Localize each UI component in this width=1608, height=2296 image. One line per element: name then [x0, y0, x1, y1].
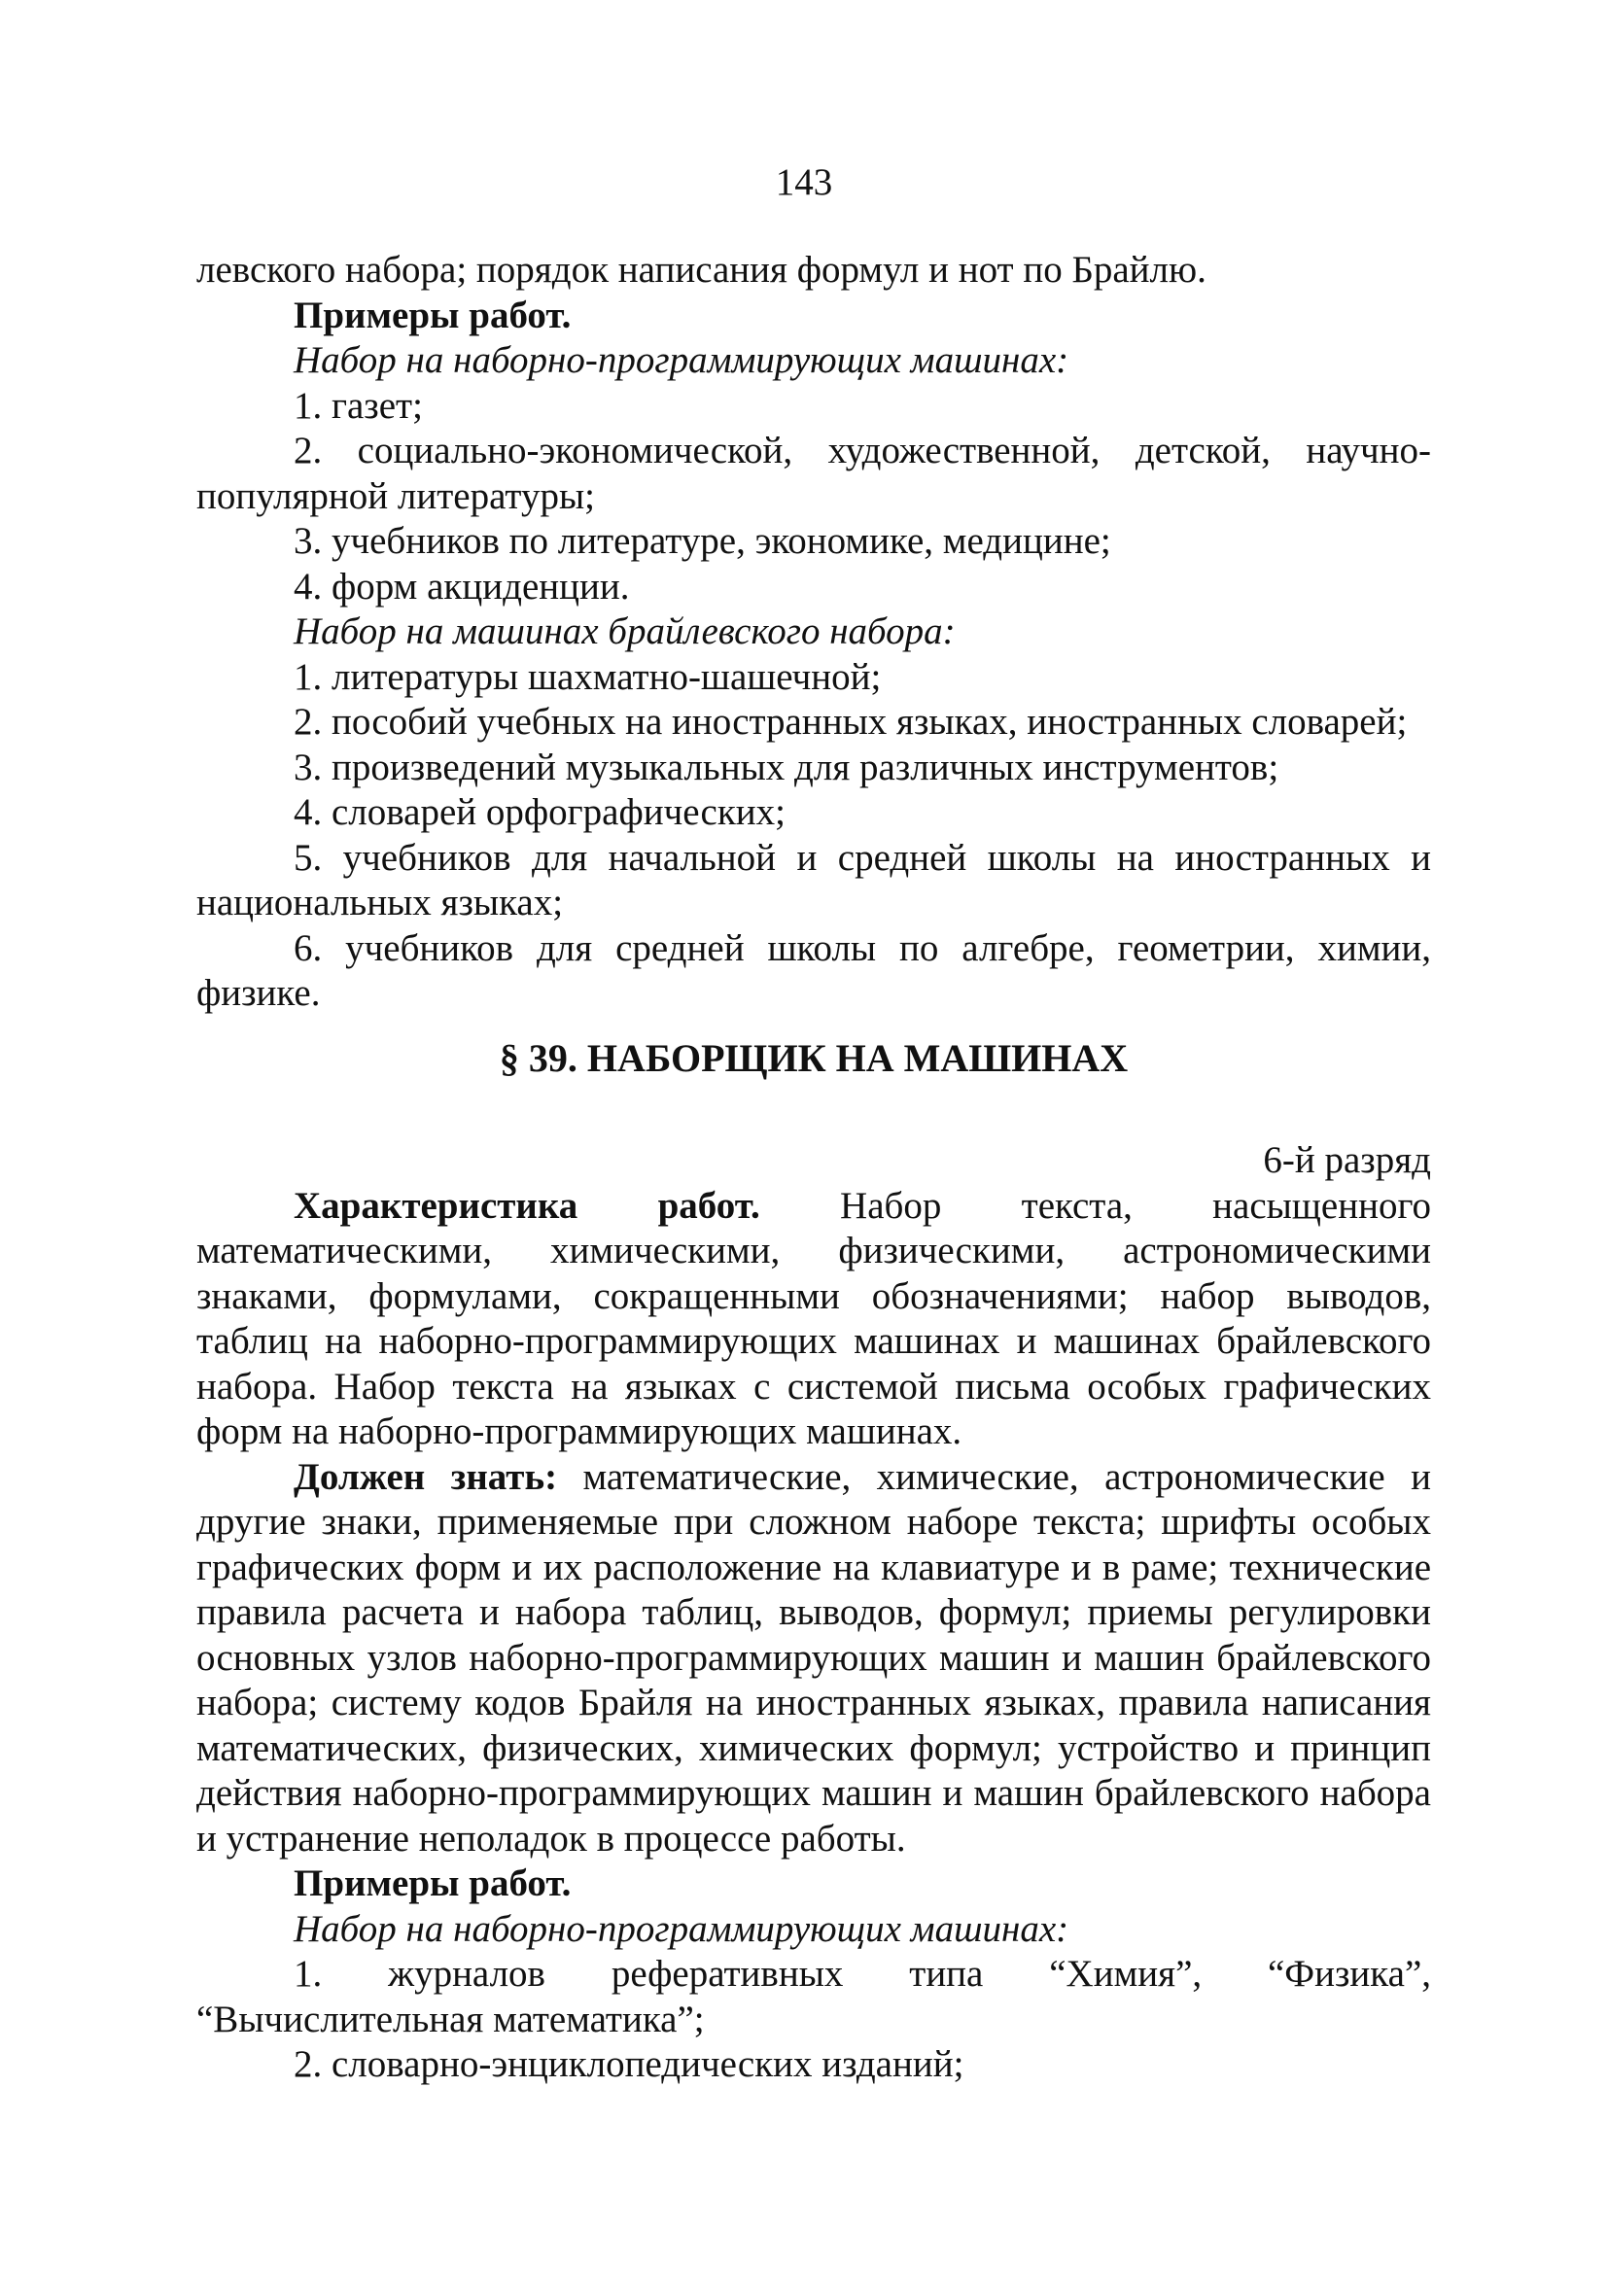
knowledge-text: математические, химические, астрономические и другие знаки, применяемые при сложном наборе текста; шрифты особых графических форм и их расположение на клавиатуре и в раме; технические правила расчета и набора таблиц, выводов, формул; приемы регулировки основных узлов наборно-программирующих машин и машин брайлевского набора; систему кодов Брайля на иностранных языках, правила написания математических, физических, химических формул; устройство и принцип действия наборно-программирующих машин и машин брайлевского набора и устранение неполадок в процессе работы. [196, 1455, 1431, 1860]
list-item: 3. учебников по литературе, экономике, медицине; [294, 520, 1111, 562]
list-item: 4. форм акциденции. [294, 565, 630, 608]
page-number: 143 [775, 161, 833, 203]
list-item: 1. журналов реферативных типа “Химия”, “Физика”, “Вычислительная математика”; [196, 1953, 1431, 2040]
examples-heading: Примеры работ. [294, 1862, 572, 1904]
list-item: 3. произведений музыкальных для различных инструментов; [294, 746, 1279, 788]
section-39 [196, 1035, 1431, 2088]
list-item: 1. литературы шахматно-шашечной; [294, 655, 882, 698]
knowledge-paragraph [196, 1455, 1431, 1862]
grade-label: 6-й разряд [1263, 1139, 1431, 1181]
examples-heading: Примеры работ. [294, 294, 572, 336]
list-item: 2. социально-экономической, художественной, детской, научно-популярной литературы; [196, 430, 1431, 517]
section-title: § 39. НАБОРЩИК НА МАШИНАХ [499, 1036, 1129, 1080]
characteristic-paragraph [196, 1184, 1431, 1455]
list-item: 6. учебников для средней школы по алгебре, геометрии, химии, физике. [196, 926, 1431, 1014]
list-item: 4. словарей орфографических; [294, 791, 786, 833]
knowledge-label: Должен знать: [294, 1455, 558, 1498]
section-38-continuation [196, 248, 1431, 1017]
continuation-text: левского набора; порядок написания формул и нот по Брайлю. [196, 249, 1206, 291]
group-title: Набор на наборно-программирующих машинах: [294, 1907, 1069, 1950]
characteristic-label: Характеристика работ. [294, 1184, 760, 1227]
list-item: 1. газет; [294, 384, 423, 427]
list-item: 2. пособий учебных на иностранных языках, иностранных словарей; [294, 701, 1408, 743]
list-item: 2. словарно-энциклопедических изданий; [294, 2043, 964, 2085]
characteristic-text: Набор текста, насыщенного математическими, химическими, физическими, астрономическими знаками, формулами, сокращенными обозначениями; набор выводов, таблиц на наборно-программирующих машинах и машинах брайлевского набора. Набор текста на языках с системой письма особых графических форм на наборно-программирующих машинах. [196, 1184, 1431, 1452]
list-item: 5. учебников для начальной и средней школы на иностранных и национальных языках; [196, 836, 1431, 923]
group-title: Набор на наборно-программирующих машинах: [294, 339, 1069, 381]
group-title: Набор на машинах брайлевского набора: [294, 610, 956, 652]
